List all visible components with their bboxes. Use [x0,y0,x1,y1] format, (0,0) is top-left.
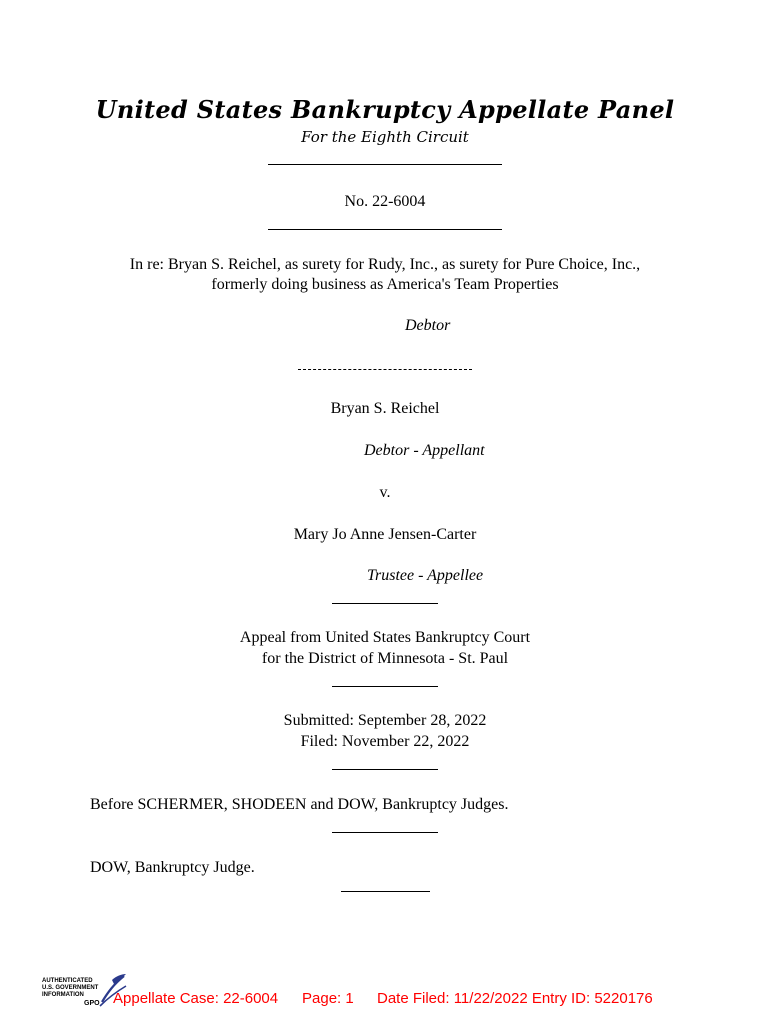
court-title: United States Bankruptcy Appellate Panel [95,95,675,124]
gpo-logo-line-1: AUTHENTICATED [42,978,93,984]
opinion-author: DOW, Bankruptcy Judge. [90,859,255,876]
caption-line-1: In re: Bryan S. Reichel, as surety for Rudy, Inc., as surety for Pure Choice, Inc., [129,256,641,273]
appellee-role: Trustee - Appellee [367,567,484,584]
case-number: No. 22-6004 [344,193,426,210]
footer-appellate-case: Appellate Case: 22-6004 [113,990,279,1007]
gpo-logo-line-3: INFORMATION [42,992,84,998]
circuit-subtitle: For the Eighth Circuit [301,128,469,146]
appeal-line-2: for the District of Minnesota - St. Paul [261,650,509,667]
gpo-logo-line-2: U.S. GOVERNMENT [42,985,99,991]
panel-judges: Before SCHERMER, SHODEEN and DOW, Bankruptcy Judges. [90,796,509,813]
filed-date: Filed: November 22, 2022 [300,733,470,750]
divider [332,686,438,687]
divider [268,164,502,165]
footer-date-filed: Date Filed: 11/22/2022 Entry ID: 5220176 [377,990,653,1007]
appellant-name: Bryan S. Reichel [330,400,440,417]
divider [268,229,502,230]
footer-page-number: Page: 1 [302,990,354,1007]
versus: v. [379,484,391,501]
gpo-logo-mark: GPO [84,1000,100,1007]
appellee-name: Mary Jo Anne Jensen-Carter [293,526,477,543]
debtor-role: Debtor [405,317,451,334]
appellant-role: Debtor - Appellant [364,442,485,459]
submitted-date: Submitted: September 28, 2022 [283,712,487,729]
divider [341,891,430,892]
appeal-line-1: Appeal from United States Bankruptcy Court [239,629,531,646]
divider [332,603,438,604]
dashed-divider [298,369,472,370]
caption-line-2: formerly doing business as America's Team Properties [211,276,559,293]
divider [332,769,438,770]
divider [332,832,438,833]
